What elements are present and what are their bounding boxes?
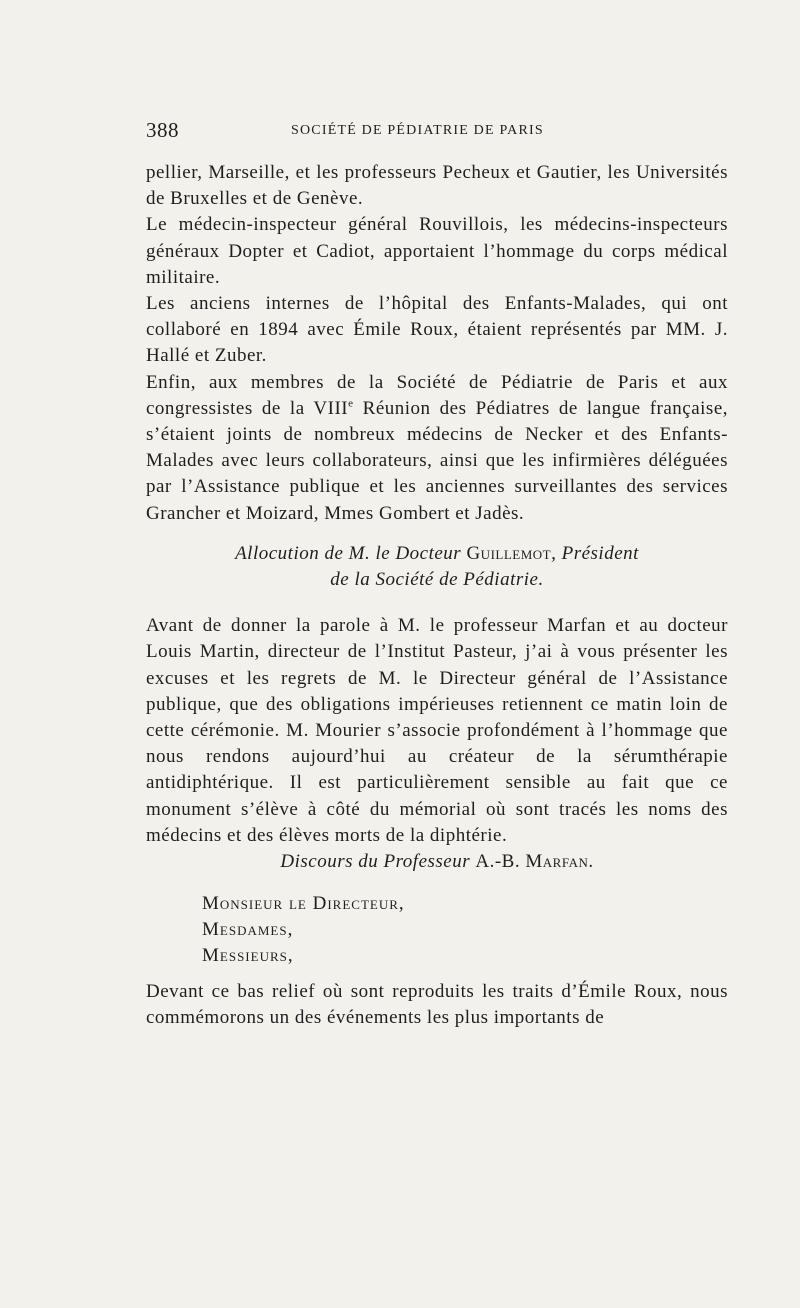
allocution-heading-line-2: de la Société de Pédiatrie.: [330, 569, 544, 591]
paragraph-4-text-b: Réunion des Pédiatres de langue française, s’étaient joints de nombreux médecins de Necker et des Enfants-Malades avec leurs collaborateurs, ainsi que les infirmières déléguées par l’Assistance publique et les anciennes surveillantes des services Grancher et Moizard, Mmes Gombert et Jadès.: [146, 397, 729, 524]
paragraph-5: Avant de donner la parole à M. le professeur Marfan et au docteur Louis Martin, directeur de l’Institut Pasteur, j’ai à vous présenter les excuses et les regrets de M. le Directeur général de l’Assistance publique, que des obligations impérieuses retiennent ce matin loin de cette cérémonie. M. Mourier s’associe profondément à l’hommage que nous rendons aujourd’hui au créateur de la sérumthérapie antidiphtérique. Il est particulièrement sensible au fait que ce monument s’élève à côté du mémorial où sont tracés les noms des médecins et des élèves morts de la diphtérie.: [146, 615, 728, 846]
paragraph-1: pellier, Marseille, et les professeurs Pecheux et Gautier, les Universités de Bruxelles et de Genève.: [146, 162, 728, 210]
allocution-heading-line-1: [146, 541, 728, 567]
allocution-prefix: Allocution de M. le Docteur: [235, 542, 467, 564]
salutation-line-1: Monsieur le Directeur,: [202, 893, 405, 915]
discours-heading: [146, 849, 728, 875]
superscript-e: e: [348, 397, 354, 410]
paragraph-3: Les anciens internes de l’hôpital des Enfants-Malades, qui ont collaboré en 1894 avec Émile Roux, étaient représentés par MM. J. Hallé et Zuber.: [146, 293, 728, 367]
paragraph-6: Devant ce bas relief où sont reproduits les traits d’Émile Roux, nous commémorons un des événements les plus importants de: [146, 981, 728, 1029]
page-header: [146, 118, 728, 148]
salutation-line-2: Mesdames,: [202, 919, 294, 941]
paragraph-4-text-a: Enfin, aux membres de la Société de Pédiatrie de Paris et aux congressistes de la VIII: [146, 371, 728, 419]
discours-initials: A.-B.: [475, 851, 526, 873]
allocution-name: Guillemot: [466, 542, 552, 564]
allocution-suffix: , Président: [551, 542, 639, 564]
page-number: 388: [146, 118, 179, 142]
paragraph-2: Le médecin-inspecteur général Rouvillois, les médecins-inspecteurs généraux Dopter et Cadiot, apportaient l’hommage du corps médical militaire.: [146, 214, 728, 288]
salutation: [146, 891, 728, 969]
allocution-heading: [146, 541, 728, 593]
discours-name: Marfan.: [525, 851, 594, 873]
running-head: SOCIÉTÉ DE PÉDIATRIE DE PARIS: [291, 123, 544, 138]
salutation-line-3: Messieurs,: [202, 945, 294, 967]
paragraph-4: [146, 370, 728, 527]
discours-prefix: Discours du Professeur: [280, 851, 476, 873]
body-text: [146, 160, 728, 1032]
